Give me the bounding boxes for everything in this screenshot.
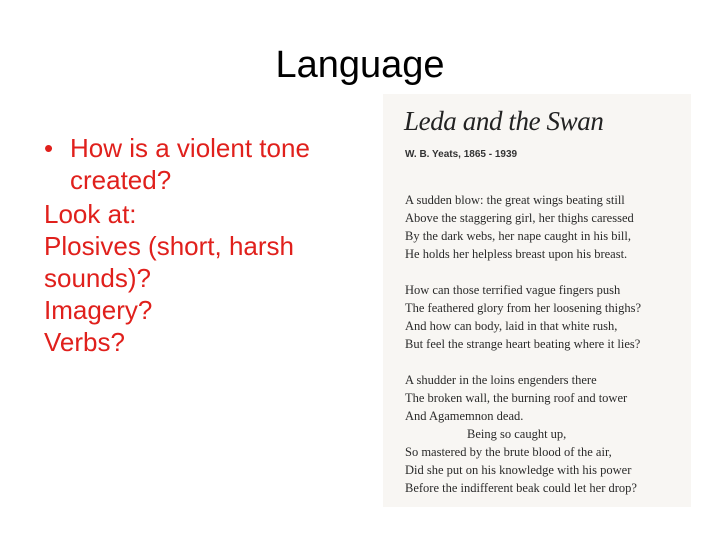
poem-line: So mastered by the brute blood of the air, (405, 445, 612, 459)
poem-line: But feel the strange heart beating where it lies? (405, 337, 641, 351)
prompt-text-block (44, 132, 364, 358)
stanza-1 (405, 191, 634, 263)
poem-line: By the dark webs, her nape caught in his bill, (405, 229, 631, 243)
plosives-prompt: Plosives (short, harsh sounds)? (44, 231, 294, 293)
slide-title: Language (275, 44, 445, 86)
look-at-label: Look at: (44, 199, 137, 229)
imagery-prompt: Imagery? (44, 295, 153, 325)
bullet-item (44, 132, 364, 196)
poem-line: Did she put on his knowledge with his power (405, 463, 632, 477)
poem-line: A sudden blow: the great wings beating still (405, 193, 625, 207)
poem-line: A shudder in the loins engenders there (405, 373, 597, 387)
poem-line: Above the staggering girl, her thighs caressed (405, 211, 634, 225)
poem-line: And how can body, laid in that white rush, (405, 319, 618, 333)
poem-line: How can those terrified vague fingers push (405, 283, 621, 297)
poem-line: The broken wall, the burning roof and tower (405, 391, 628, 405)
poem-line: And Agamemnon dead. (405, 409, 524, 423)
poem-title: Leda and the Swan (404, 106, 604, 136)
poem-line: Being so caught up, (467, 427, 567, 441)
poem-author: W. B. Yeats, 1865 - 1939 (405, 149, 518, 160)
poem-image (383, 94, 691, 507)
poem-line: He holds her helpless breast upon his breast. (405, 247, 628, 261)
bullet-dot-icon: • (44, 133, 54, 163)
stanza-3 (405, 371, 637, 497)
verbs-prompt: Verbs? (44, 327, 125, 357)
poem-line: Before the indifferent beak could let her drop? (405, 481, 637, 495)
poem-line: The feathered glory from her loosening thighs? (405, 301, 642, 315)
stanza-2 (405, 281, 641, 353)
bullet-text: How is a violent tone created? (70, 133, 310, 195)
